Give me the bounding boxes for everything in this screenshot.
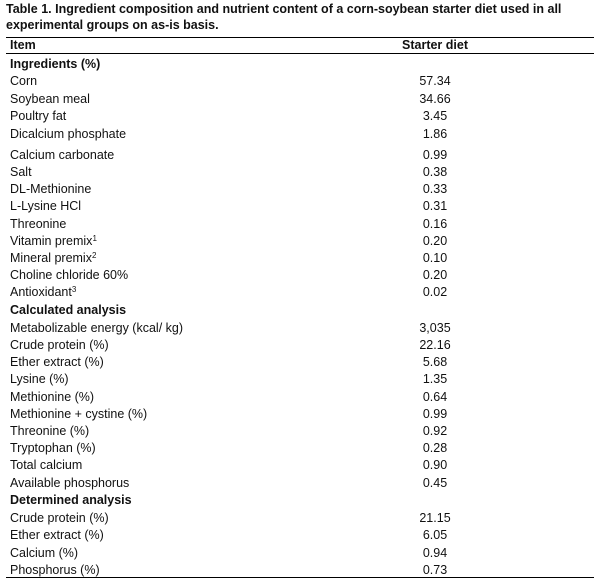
- row-value: 0.16: [422, 217, 448, 231]
- row-label: Ether extract (%): [10, 355, 104, 369]
- row-label: Phosphorus (%): [10, 563, 100, 577]
- row-label: Mineral premix$^2$: [10, 251, 97, 265]
- row-label: Antioxidant$^3$: [10, 285, 77, 299]
- table-row: [0, 181, 600, 197]
- column-header-starter-diet: Starter diet: [402, 38, 468, 52]
- footnote-marker: 3: [71, 285, 77, 294]
- row-value: 34.66: [419, 92, 451, 106]
- table-row: [0, 147, 600, 163]
- section-heading: Determined analysis: [10, 493, 132, 507]
- table-row: [0, 73, 600, 89]
- table-row: [0, 475, 600, 491]
- row-label: Tryptophan (%): [10, 441, 96, 455]
- row-value: 5.68: [422, 355, 448, 369]
- table-row: [0, 320, 600, 336]
- row-label: Poultry fat: [10, 109, 67, 123]
- table-caption: Table 1. Ingredient composition and nutrient content of a corn-soybean starter diet used in all experimental groups on as-is basis.: [6, 2, 562, 32]
- section-heading: Calculated analysis: [10, 303, 127, 317]
- row-label: Methionine + cystine (%): [10, 407, 148, 421]
- row-value: 0.02: [422, 285, 448, 299]
- row-label: Crude protein (%): [10, 338, 109, 352]
- table-row: [0, 216, 600, 232]
- row-value: 57.34: [419, 74, 451, 88]
- row-value: 6.05: [422, 528, 448, 542]
- row-value: 1.35: [422, 372, 448, 386]
- row-value: 0.99: [422, 148, 448, 162]
- row-value: 0.20: [422, 268, 448, 282]
- row-label: Calcium carbonate: [10, 148, 115, 162]
- footnote-marker: 2: [91, 251, 97, 260]
- row-label: Choline chloride 60%: [10, 268, 129, 282]
- row-label: Methionine (%): [10, 390, 95, 404]
- table-row: [0, 233, 600, 249]
- row-label: Available phosphorus: [10, 476, 130, 490]
- table-row: [0, 250, 600, 266]
- row-label: DL-Methionine: [10, 182, 92, 196]
- table-row: [0, 562, 600, 578]
- column-header-item: Item: [10, 38, 36, 52]
- row-label: Vitamin premix$^1$: [10, 234, 97, 248]
- row-label: Corn: [10, 74, 38, 88]
- row-value: 0.94: [422, 546, 448, 560]
- row-label: Ether extract (%): [10, 528, 104, 542]
- table-row: [0, 527, 600, 543]
- table-row: [0, 389, 600, 405]
- row-value: 0.10: [422, 251, 448, 265]
- table-row: [0, 198, 600, 214]
- table-row: [0, 108, 600, 124]
- table-row: [0, 91, 600, 107]
- table-row: [0, 126, 600, 142]
- row-label: Crude protein (%): [10, 511, 109, 525]
- footnote-marker: 1: [92, 234, 97, 243]
- table-row: [0, 164, 600, 180]
- table-row: [0, 510, 600, 526]
- row-value: 0.38: [422, 165, 448, 179]
- row-value: 0.64: [422, 390, 448, 404]
- row-value: 0.92: [422, 424, 448, 438]
- top-rule: [6, 37, 594, 38]
- row-label: L-Lysine HCl: [10, 199, 82, 213]
- table-row: [0, 354, 600, 370]
- row-label: Threonine (%): [10, 424, 90, 438]
- row-value: 0.28: [422, 441, 448, 455]
- table-row: [0, 371, 600, 387]
- row-value: 0.20: [422, 234, 448, 248]
- table-row: [0, 284, 600, 300]
- table-row: [0, 457, 600, 473]
- row-value: 0.90: [422, 458, 448, 472]
- bottom-rule: [6, 577, 594, 578]
- row-value: 21.15: [419, 511, 451, 525]
- section-heading: Ingredients (%): [10, 57, 101, 71]
- row-label: Metabolizable energy (kcal/ kg): [10, 321, 183, 335]
- table-row: [0, 440, 600, 456]
- row-label: Total calcium: [10, 458, 83, 472]
- row-label: Soybean meal: [10, 92, 90, 106]
- section-heading-row: [0, 492, 600, 508]
- header-rule: [6, 53, 594, 54]
- row-value: 22.16: [419, 338, 451, 352]
- row-value: 0.33: [422, 182, 448, 196]
- table-row: [0, 545, 600, 561]
- section-heading-row: [0, 302, 600, 318]
- row-value: 0.99: [422, 407, 448, 421]
- row-value: 0.45: [422, 476, 448, 490]
- row-value: 1.86: [422, 127, 448, 141]
- section-heading-row: [0, 56, 600, 72]
- row-label: Dicalcium phosphate: [10, 127, 127, 141]
- row-value: 3.45: [422, 109, 448, 123]
- row-value: 3,035: [419, 321, 451, 335]
- row-label: Calcium (%): [10, 546, 79, 560]
- table-row: [0, 267, 600, 283]
- row-label: Salt: [10, 165, 32, 179]
- row-label: Lysine (%): [10, 372, 69, 386]
- row-value: 0.73: [422, 563, 448, 577]
- table-row: [0, 406, 600, 422]
- table-row: [0, 423, 600, 439]
- row-value: 0.31: [422, 199, 448, 213]
- table-row: [0, 337, 600, 353]
- row-label: Threonine: [10, 217, 67, 231]
